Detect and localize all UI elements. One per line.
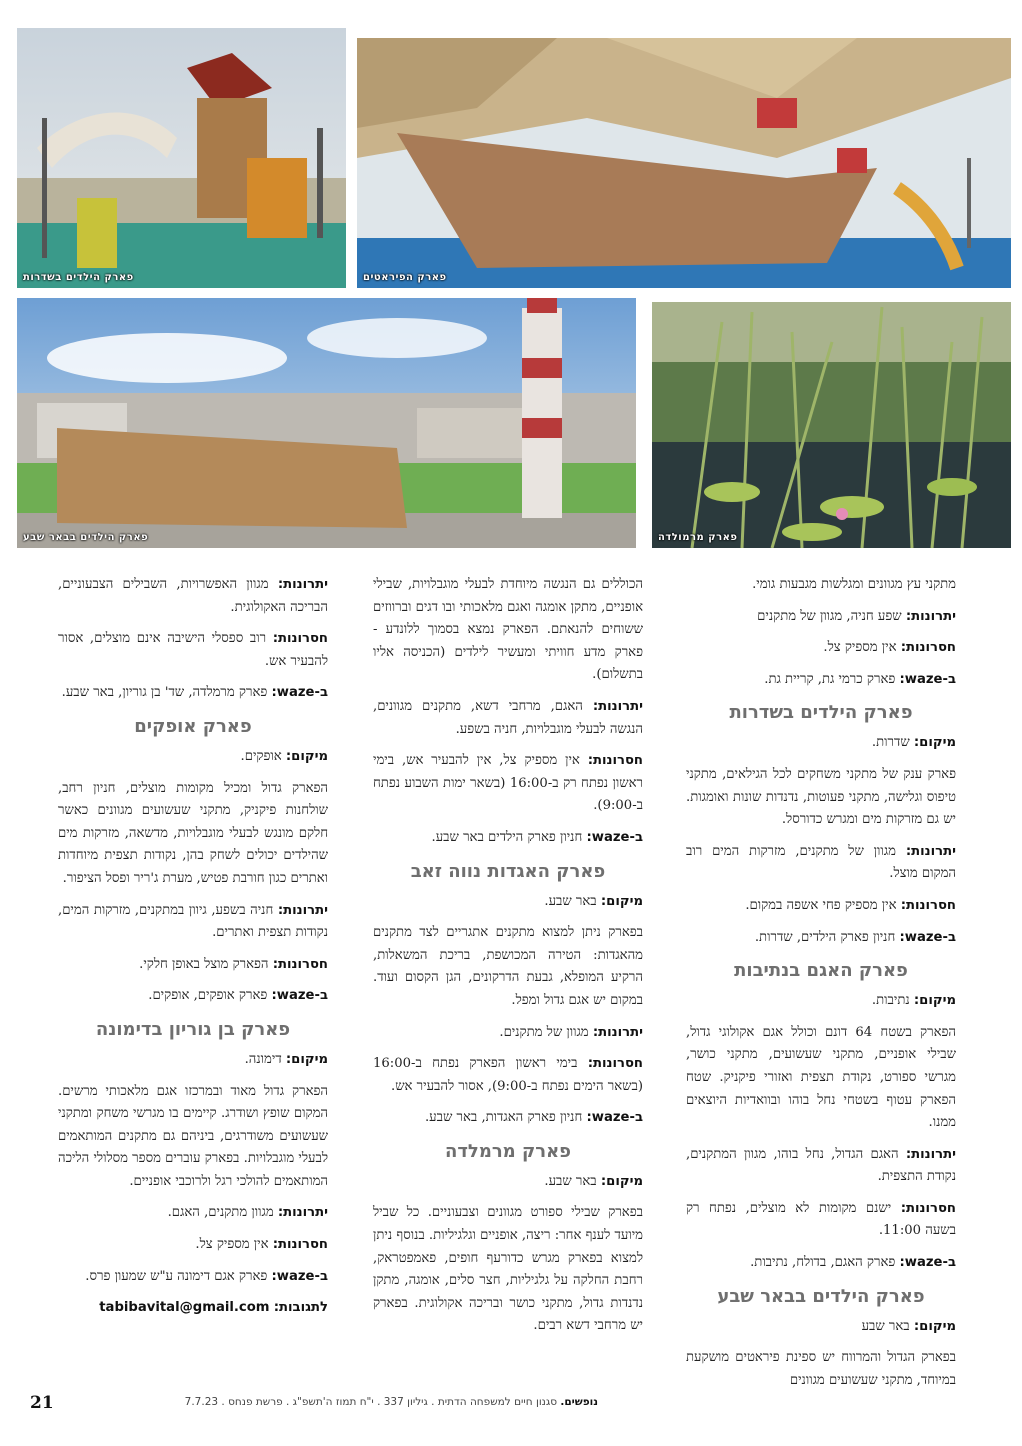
section-heading: פארק האגם בנתיבות <box>734 960 908 982</box>
article-column-middle <box>373 574 643 1347</box>
location-line: מיקום: באר שבע. <box>544 1173 643 1189</box>
location-line: מיקום: באר שבע. <box>544 893 643 909</box>
disadvantages-line: חסרונות: הפארק מוצל באופן חלקי. <box>139 956 328 972</box>
disadvantages-line: חסרונות: אין מספיק צל. <box>195 1237 328 1253</box>
paragraph: בפארק ניתן למצוא מתקנים אתגריים לצד מתקנים מהאגדות: הטירה המכושפת, בריכת המשאלות, הרקיע המופלא, גבעת הדרקונים, הגן הקסום ועוד. במקום יש אגם גדול ומפל. <box>373 925 643 1008</box>
disadvantages-line: חסרונות: בימי ראשון הפארק נפתח ב-16:00 (בשאר הימים נפתח ב-9:00), אסור להבעיר אש. <box>373 1056 643 1094</box>
location-line: מיקום: נתיבות. <box>871 993 956 1009</box>
waze-line: ב-waze: חניון פארק הילדים, שדרות. <box>754 929 956 945</box>
paragraph: פארק ענק של מתקני משחקים לכל הגילאים, מתקני טיפוס וגלישה, מתקני פעוטות, נדנדות שונות ואומגות. יש גם מזרקות מים ומגרש כדורסל. <box>686 766 956 828</box>
advantages-line: יתרונות: מגוון האפשרויות, השבילים הצבעוניים, הבריכה האקולוגית. <box>58 577 328 615</box>
location-line: מיקום: אופקים. <box>240 748 328 764</box>
page-footer <box>30 1393 990 1413</box>
advantages-line: יתרונות: מגוון של מתקנים, מזרקות המים רוב המקום מוצל. <box>686 843 956 882</box>
paragraph: בפארק הגדול והמרווח יש ספינת פיראטים מושקעת במיוחד, מתקני שעשועים מגוונים <box>686 1350 956 1388</box>
article-column-left <box>58 574 328 1329</box>
photo-sderot-park <box>17 28 346 288</box>
footer-credit: נופשים. סגנון חיים למשפחה הדתית . גיליון 337 . י"ח תמוז ה'תשפ"ג . פרשת פנחס . 7.7.23 <box>184 1396 598 1408</box>
waze-line: ב-waze: חניון פארק הילדים באר שבע. <box>431 829 643 845</box>
section-heading: פארק הילדים בבאר שבע <box>717 1285 925 1307</box>
waze-line: ב-waze: פארק כרמי גת, קריית גת. <box>764 671 956 687</box>
advantages-line: יתרונות: האגם, מרחבי דשא, מתקנים מגוונים, הנגשה לבעלי מוגבלויות, חניה בשפע. <box>373 698 643 737</box>
photo-caption: פארק הילדים בבאר שבע <box>23 532 149 543</box>
advantages-line: יתרונות: שפע חניה, מגוון של מתקנים <box>757 608 956 624</box>
photo-caption: פארק הפיראטים <box>363 272 447 283</box>
email-link[interactable]: tabibavital@gmail.com <box>99 1300 270 1316</box>
disadvantages-line: חסרונות: אין מספיק צל, אין להבעיר אש, בימי ראשון נפתח רק ב-16:00 (בשאר ימות השבוע נפתח ב-9:00). <box>373 753 643 814</box>
waze-line: ב-waze: פארק אופקים, אופקים. <box>148 988 328 1004</box>
disadvantages-line: חסרונות: ישנם מקומות לא מוצלים, נפתח רק בשעה 11:00. <box>686 1200 956 1239</box>
paragraph: הכוללים גם הנגשה מיוחדת לבעלי מוגבלויות, שבילי אופניים, מתקן אומגה ואגם מלאכותי ובו דגים וברווזים ששוחים להנאתם. הפארק נמצא בסמוך ללונדע - פארק מדע חוויתי ומעשיר לילדים (הכניסה אליו בתשלום). <box>373 577 643 683</box>
photo-pirates-park <box>357 38 1011 288</box>
photo-caption: פארק הילדים בשדרות <box>23 272 134 283</box>
disadvantages-line: חסרונות: רוב ספסלי הישיבה אינם מוצלים, אסור להבעיר אש. <box>58 631 328 669</box>
paragraph: הפארק גדול ומכיל מקומות מוצלים, חניון רחב, שולחנות פיקניק, מתקני שעשועים מגוונים כאשר חלקם מונגש לבעלי מוגבלויות, מדשאה, מזרקות מים שהילדים יכולים לשחק בהן, נקודות תצפית מיוחדות ואתרים כגון חורבת פטיש, מערת ג'ריר ופסל הציפור. <box>58 780 328 886</box>
section-heading: פארק בן גוריון בדימונה <box>95 1018 291 1040</box>
page-number: 21 <box>30 1393 54 1413</box>
feedback-line: לתגובות: tabibavital@gmail.com <box>99 1300 328 1316</box>
photo-beersheva-park <box>17 298 636 548</box>
advantages-line: יתרונות: האגם הגדול, נחל בוהו, מגוון המתקנים, נקודת התצפית. <box>686 1146 956 1185</box>
paragraph: הפארק בשטח 64 דונם וכולל אגם אקולוגי גדול, שבילי אופניים, מתקני שעשועים, מתקני כושר, מגרשי ספורט, נקודת תצפית ואזורי פיקניק. שטח הפארק עטוף בשטחי נחל בוהו ובוואדיות היוצאים ממנו. <box>686 1024 956 1131</box>
advantages-line: יתרונות: מגוון של מתקנים. <box>499 1024 643 1040</box>
article-column-right <box>686 574 956 1401</box>
paragraph: הפארק גדול מאוד ובמרכזו אגם מלאכותי מרשים. המקום שופץ ושודרג. קיימים בו מגרשי משחק ומתקני שעשועים משודרגים, ביניהם גם מתקנים המותאמים לבעלי מוגבלויות. בפארק עוברים מספר מסלולי הליכה המותאמים להולכי רגל ולרוכבי אופניים. <box>58 1083 328 1189</box>
waze-line: ב-waze: חניון פארק האגדות, באר שבע. <box>424 1110 643 1126</box>
location-line: מיקום: דימונה. <box>244 1051 328 1067</box>
paragraph: מתקני עץ מגוונים ומגלשות מגבעות גומי. <box>752 577 956 592</box>
section-heading: פארק הילדים בשדרות <box>729 702 913 724</box>
advantages-line: יתרונות: מגוון מתקנים, האגם. <box>167 1205 328 1221</box>
photo-caption: פארק מרמולדה <box>658 532 738 543</box>
disadvantages-line: חסרונות: אין מספיק צל. <box>823 640 956 656</box>
paragraph: בפארק שבילי ספורט מגוונים וצבעוניים. כל שביל מיועד לענף אחר: ריצה, אופניים וגלגיליות. בנוסף ניתן למצוא בפארק מגרש כדורעף חופים, פאמפטראק, רחבת החלקה על גלגיליות, חצר סלים, אומגה, מתקן נדנדות גדול, מתקני כושר ובריכה אקולוגית. בפארק יש מרחבי דשא רבים. <box>373 1205 643 1334</box>
disadvantages-line: חסרונות: אין מספיק פחי אשפה במקום. <box>745 897 956 913</box>
location-line: מיקום: באר שבע <box>861 1318 956 1334</box>
section-heading: פארק מרמלדה <box>444 1140 572 1162</box>
waze-line: ב-waze: פארק אגם דימונה ע"ש שמעון פרס. <box>85 1268 328 1284</box>
location-line: מיקום: שדרות. <box>871 735 956 751</box>
advantages-line: יתרונות: חניה בשפע, גיוון במתקנים, מזרקות המים, נקודות תצפית ואתרים. <box>58 902 328 941</box>
section-heading: פארק אופקים <box>134 715 252 737</box>
waze-line: ב-waze: פארק מרמלדה, שד' בן גוריון, באר שבע. <box>61 685 328 701</box>
section-heading: פארק האגדות נווה זאב <box>410 860 606 882</box>
waze-line: ב-waze: פארק האגם, בדולח, נתיבות. <box>750 1255 956 1271</box>
photo-marmelda-park <box>652 302 1011 548</box>
